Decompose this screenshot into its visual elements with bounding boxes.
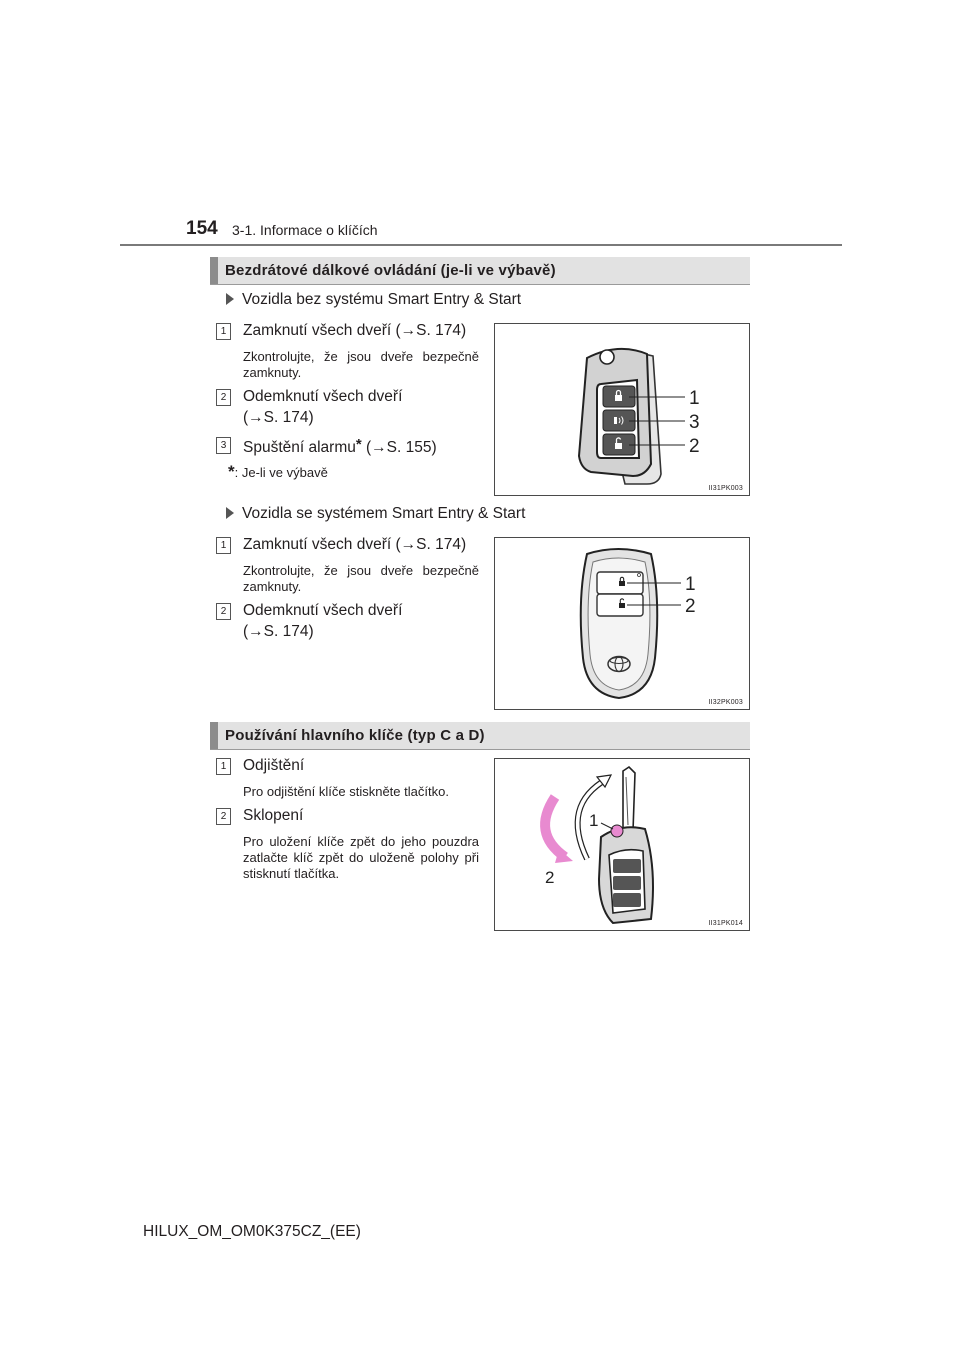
item-number: 2 [216,389,231,406]
item-number: 1 [216,537,231,554]
item-lock-all: Zamknutí všech dveří (→S. 174) [243,322,467,339]
figure-code: II32PK003 [708,699,743,706]
callout-2: 2 [545,868,555,887]
section-bar [210,257,218,284]
callout-3: 3 [689,412,700,433]
section-header-remote [210,257,750,285]
item-release: Odjištění [243,757,305,774]
subsection-title-smart-entry: Vozidla se systémem Smart Entry & Start [226,505,525,523]
item-lock-all: Zamknutí všech dveří (→S. 174) [243,536,467,553]
page-number: 154 [186,218,218,239]
item-fold: Sklopení [243,807,304,824]
callout-2: 2 [689,436,700,457]
footnote: *: Je-li ve výbavě [228,462,328,481]
asterisk-mark: * [355,436,362,453]
triangle-bullet-icon [226,507,234,519]
header-rule [120,244,842,246]
item-note: Pro odjištění klíče stiskněte tlačítko. [243,784,449,799]
section-title: Používání hlavního klíče (typ C a D) [225,727,485,744]
section-bar [210,722,218,749]
smart-key-2-buttons-illustration [495,538,751,711]
item-number: 1 [216,758,231,775]
flip-key-3-buttons-illustration [495,324,751,497]
figure-smart-key-2-buttons [494,537,750,710]
item-number: 2 [216,603,231,620]
callout-1: 1 [685,574,696,595]
figure-flip-key-3-buttons [494,323,750,496]
callout-1: 1 [689,388,700,409]
callout-2: 2 [685,596,696,617]
item-unlock-all: Odemknutí všech dveří (→S. 174) [243,388,403,426]
figure-flip-key-folding [494,758,750,931]
subsection-title-no-smart-entry: Vozidla bez systému Smart Entry & Start [226,291,521,309]
triangle-bullet-icon [226,293,234,305]
item-note: Zkontrolujte, že jsou dveře bezpečně zamknuty. [243,563,479,594]
item-number: 3 [216,437,231,454]
flip-key-folding-illustration [495,759,751,932]
item-number: 2 [216,808,231,825]
figure-code: II31PK003 [708,485,743,492]
footer-document-code: HILUX_OM_OM0K375CZ_(EE) [143,1223,361,1240]
item-note: Pro uložení klíče zpět do jeho pouzdra zatlačte klíč zpět do uloženě polohy při stisknutí tlačítka. [243,834,479,881]
figure-code: II31PK014 [708,920,743,927]
section-header-master-key [210,722,750,750]
chapter-title: 3-1. Informace o klíčích [232,222,378,238]
section-title: Bezdrátové dálkové ovládání (je-li ve výbavě) [225,262,556,279]
item-note: Zkontrolujte, že jsou dveře bezpečně zamknuty. [243,349,479,380]
item-alarm: Spuštění alarmu* (→S. 155) [243,436,437,456]
callout-1: 1 [589,811,599,830]
item-number: 1 [216,323,231,340]
item-unlock-all: Odemknutí všech dveří (→S. 174) [243,602,403,640]
